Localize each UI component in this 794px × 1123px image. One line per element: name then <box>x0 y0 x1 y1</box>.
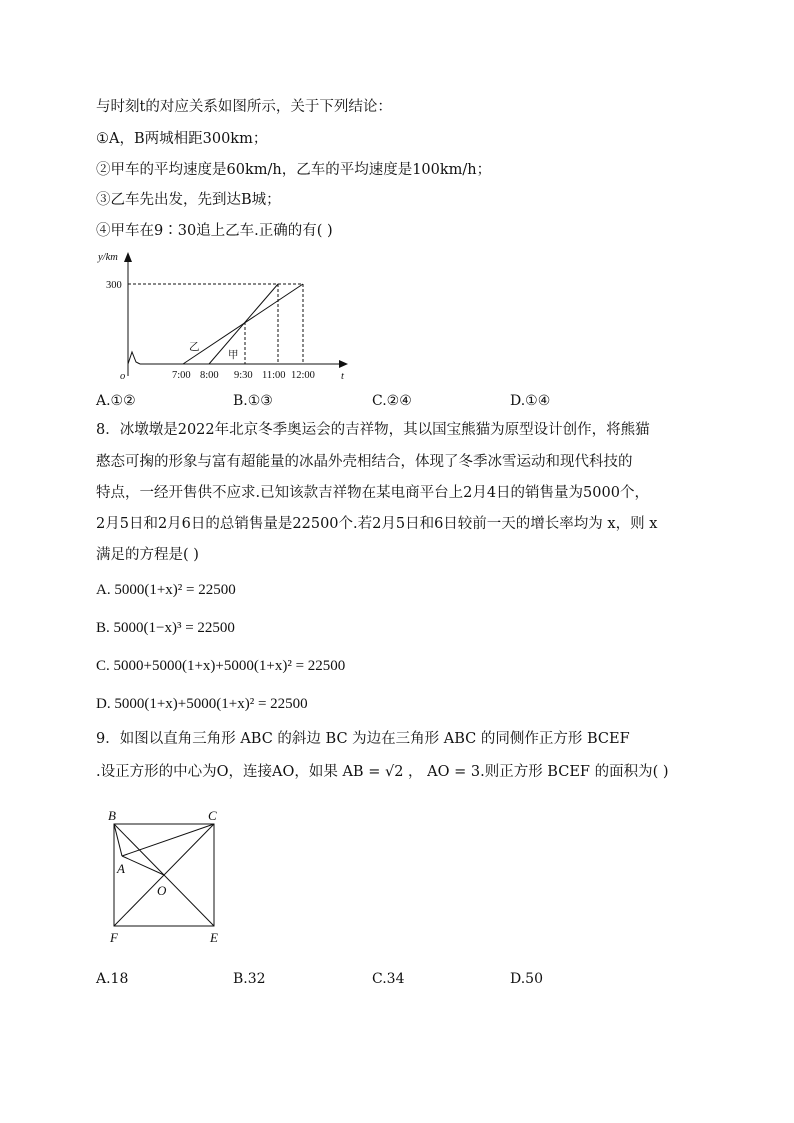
q8-option-b[interactable]: B. 5000(1−x)³ = 22500 <box>96 620 235 636</box>
q7-conclusion-3: ③乙车先出发，先到达B城； <box>96 192 281 208</box>
q7-conclusion-1: ①A，B两城相距300km； <box>96 131 268 147</box>
x-axis-break <box>128 352 140 364</box>
q8-line-1: 8．冰墩墩是2022年北京冬季奥运会的吉祥物，其以国宝熊猫为原型设计创作，将熊猫 <box>96 422 650 438</box>
q8-option-a[interactable]: A. 5000(1+x)² = 22500 <box>96 582 236 598</box>
q7-option-a[interactable]: A.①② <box>96 393 136 409</box>
q7-option-d[interactable]: D.①④ <box>510 393 551 409</box>
x-tick-1100: 11:00 <box>262 370 286 381</box>
q7-option-b[interactable]: B.①③ <box>233 393 273 409</box>
q8-option-d[interactable]: D. 5000(1+x)+5000(1+x)² = 22500 <box>96 696 308 712</box>
segment-ac <box>122 824 214 856</box>
x-tick-700: 7:00 <box>172 370 191 381</box>
x-axis-label: t <box>341 371 344 382</box>
label-b: B <box>108 808 116 823</box>
q9-line-2: .设正方形的中心为O，连接AO，如果 AB = √2 ， AO = 3.则正方形 BCEF 的面积为( ) <box>96 764 669 780</box>
q7-option-c[interactable]: C.②④ <box>372 393 412 409</box>
label-f: F <box>110 930 118 945</box>
label-o: O <box>157 883 167 898</box>
x-tick-1200: 12:00 <box>291 370 315 381</box>
q9-option-d[interactable]: D.50 <box>510 971 543 987</box>
x-tick-800: 8:00 <box>200 370 219 381</box>
q8-option-c[interactable]: C. 5000+5000(1+x)+5000(1+x)² = 22500 <box>96 658 346 674</box>
label-e: E <box>210 930 218 945</box>
y-tick-300: 300 <box>106 280 122 291</box>
label-c: C <box>208 808 217 823</box>
q8-line-5: 满足的方程是( ) <box>96 547 199 563</box>
q7-conclusion-2: ②甲车的平均速度是60km/h，乙车的平均速度是100km/h； <box>96 162 492 178</box>
y-axis-label: y/km <box>98 252 118 263</box>
q8-line-3: 特点，一经开售供不应求.已知该款吉祥物在某电商平台上2月4日的销售量为5000个， <box>96 485 649 501</box>
q9-option-b[interactable]: B.32 <box>233 971 266 987</box>
label-a: A <box>117 861 125 876</box>
q9-line-1: 9．如图以直角三角形 ABC 的斜边 BC 为边在三角形 ABC 的同侧作正方形 BCEF <box>96 731 630 747</box>
origin-label: o <box>120 371 126 382</box>
label-jia: 甲 <box>228 350 239 361</box>
segment-ao <box>122 856 164 875</box>
y-axis-arrow <box>124 252 132 262</box>
q8-line-2: 憨态可掬的形象与富有超能量的冰晶外壳相结合，体现了冬季冰雪运动和现代科技的 <box>96 454 633 470</box>
segment-ba <box>114 824 122 856</box>
q8-line-4: 2月5日和2月6日的总销售量是22500个.若2月5日和6日较前一天的增长率均为 x，则 x <box>96 516 658 532</box>
q7-intro: 与时刻t的对应关系如图所示，关于下列结论： <box>96 99 392 115</box>
q9-square-figure <box>100 802 240 950</box>
label-yi: 乙 <box>189 342 200 353</box>
line-jia <box>209 284 278 364</box>
q9-option-c[interactable]: C.34 <box>372 971 405 987</box>
x-axis-arrow <box>339 360 348 368</box>
q7-conclusion-4: ④甲车在9∶30追上乙车.正确的有( ) <box>96 223 333 239</box>
q7-distance-time-graph <box>96 248 356 384</box>
x-tick-930: 9:30 <box>234 370 253 381</box>
q9-option-a[interactable]: A.18 <box>96 971 129 987</box>
